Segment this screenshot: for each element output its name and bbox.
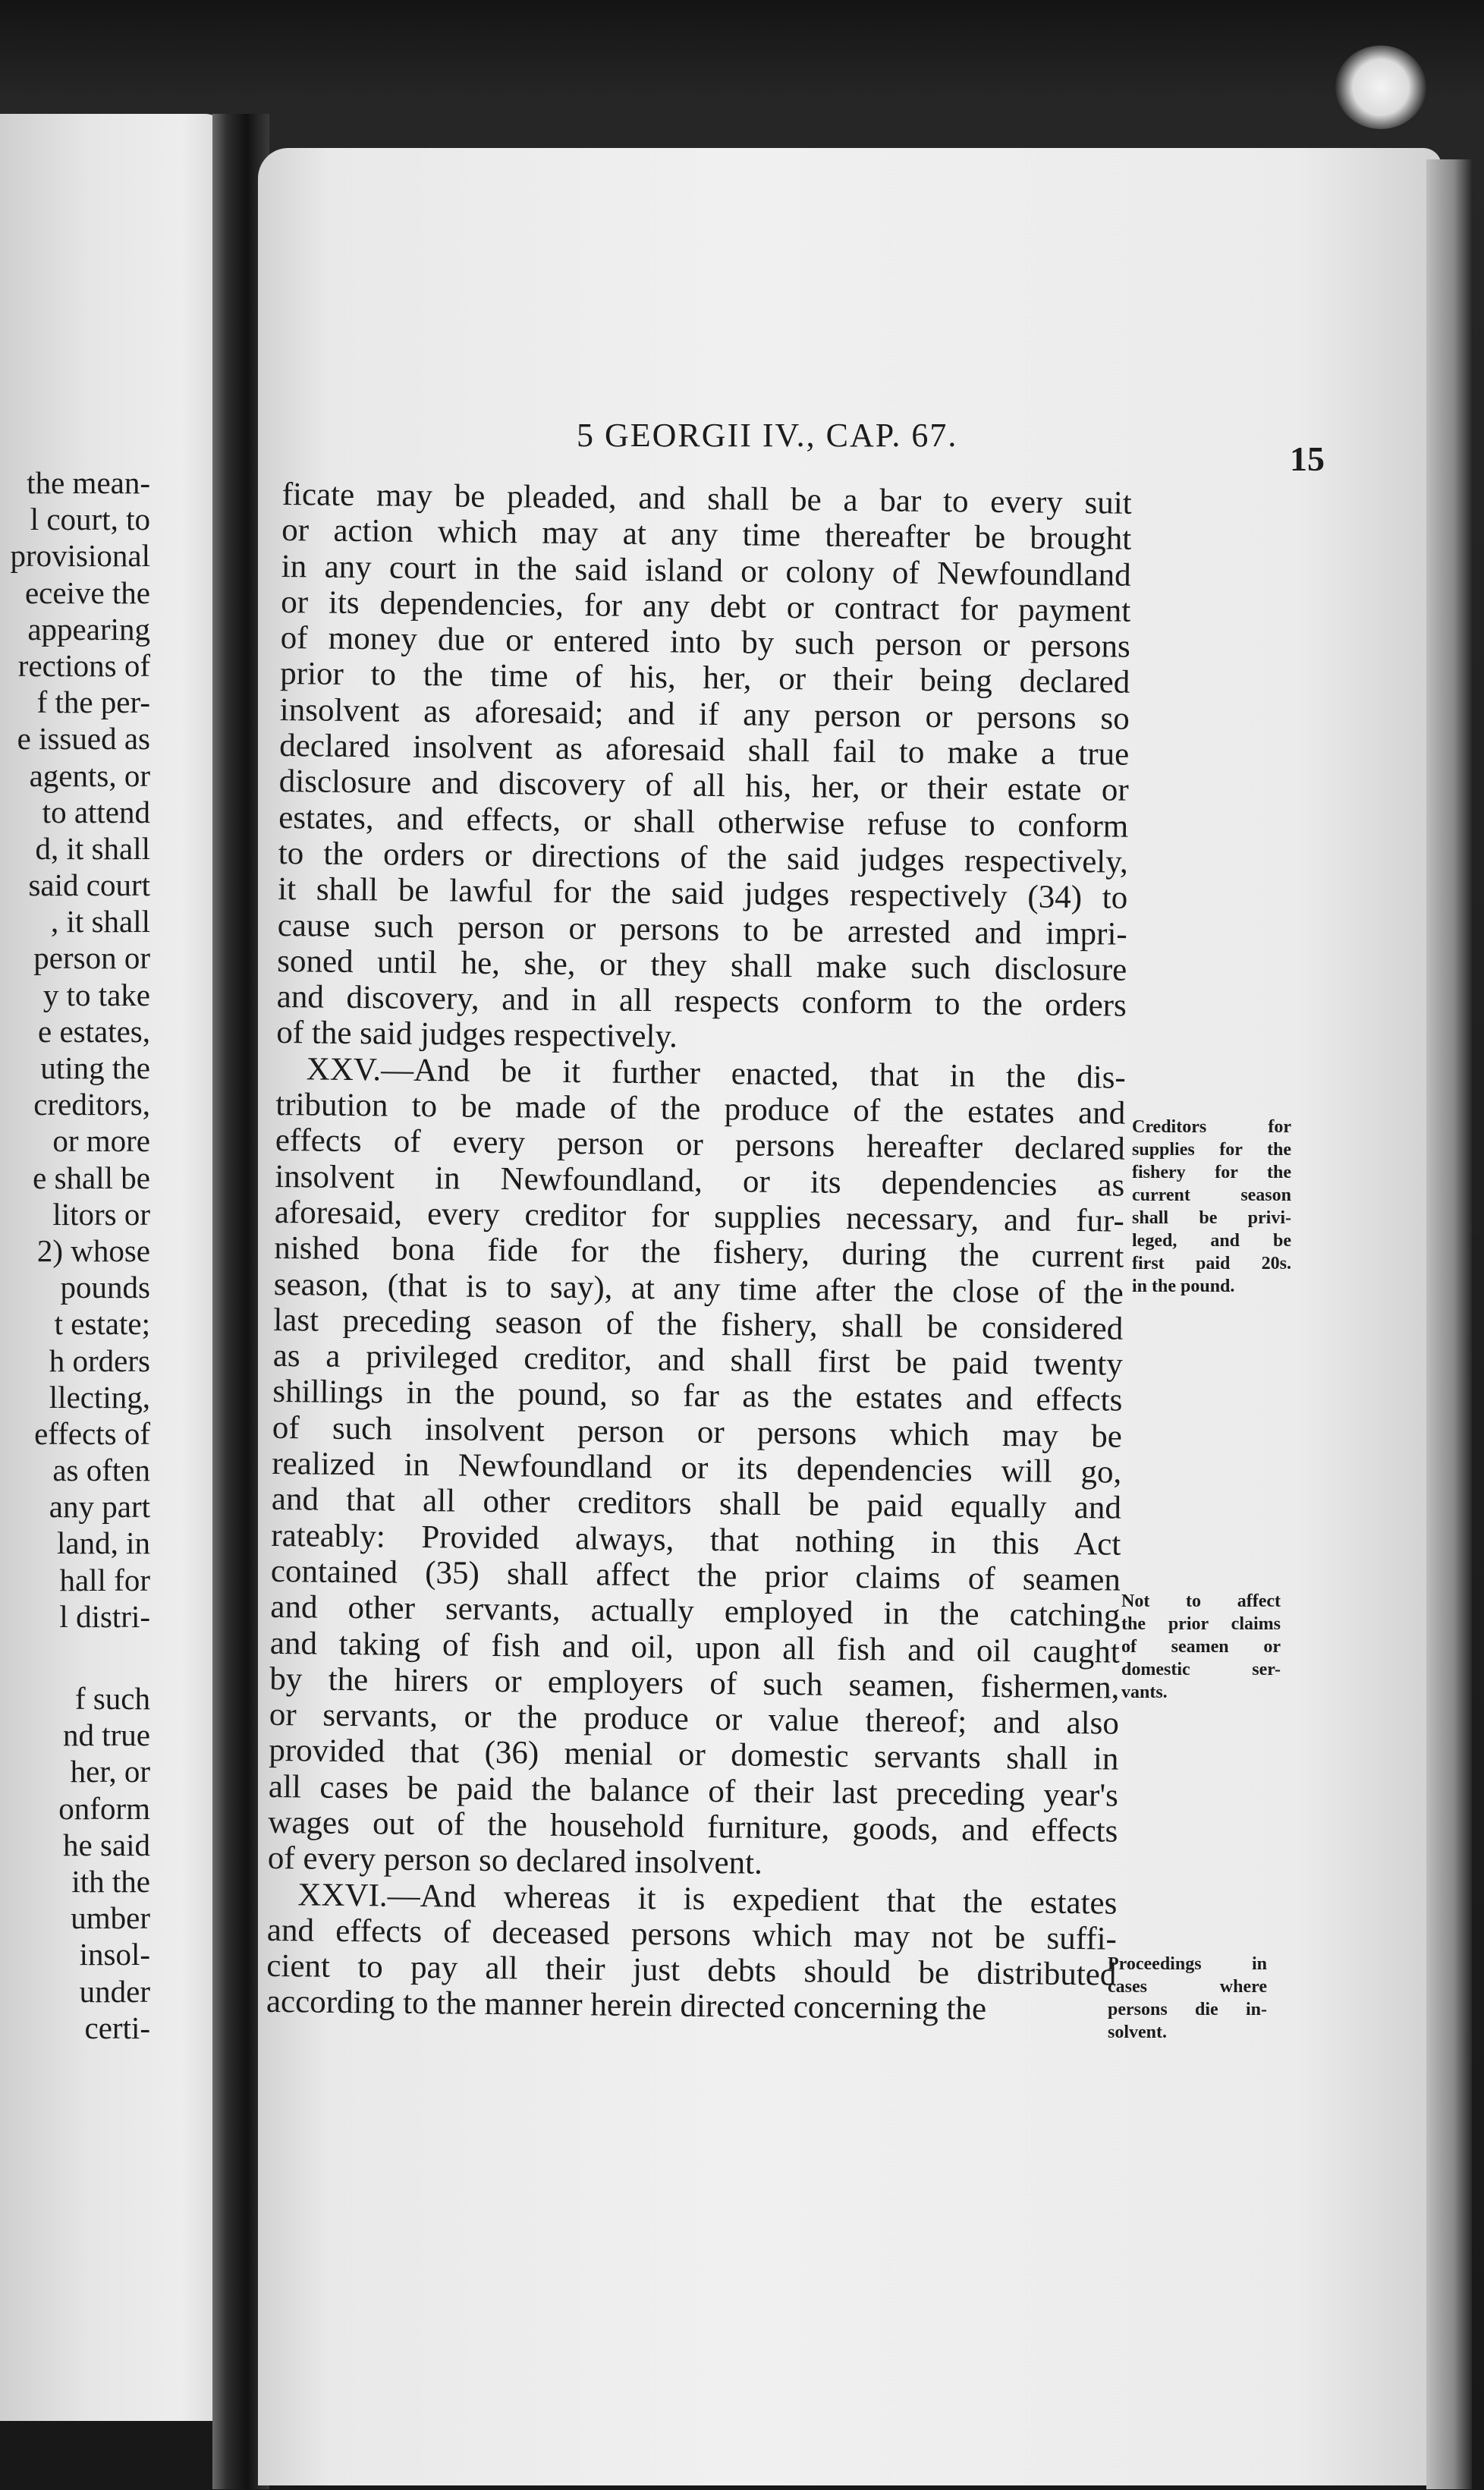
left-page-line: hall for — [59, 1562, 150, 1598]
body-line: according to the manner herein directed concerning the — [266, 1984, 987, 2028]
margin-note-line: vants. — [1121, 1683, 1168, 1702]
body-line: declared insolvent as aforesaid shall fail to make a true — [279, 728, 1130, 773]
body-line: insolvent as aforesaid; and if any person or persons so — [279, 691, 1130, 737]
margin-note-seamen — [1121, 1590, 1281, 1704]
left-page-line: insol- — [79, 1937, 150, 1972]
margin-note-line: supplies for the — [1132, 1140, 1291, 1160]
body-line: aforesaid, every creditor for supplies necessary, and fur- — [274, 1194, 1125, 1239]
scan-blot — [1335, 46, 1426, 129]
left-page-line: any part — [49, 1489, 150, 1525]
left-page-line: l court, to — [30, 502, 150, 537]
margin-note-line: leged, and be — [1132, 1231, 1291, 1251]
body-line: to the orders or directions of the said judges respectively, — [278, 835, 1128, 880]
margin-note-proceedings — [1108, 1953, 1267, 2044]
left-page-line: nd true — [63, 1717, 150, 1753]
body-line: it shall be lawful for the said judges respectively (34) to — [278, 871, 1128, 916]
left-page-line: person or — [33, 940, 150, 976]
margin-note-line: persons die in- — [1108, 2000, 1267, 2019]
body-line: or servants, or the produce or value thereof; and also — [269, 1697, 1120, 1742]
left-page-line: said court — [28, 867, 150, 903]
body-line: cient to pay all their just debts should be distributed — [266, 1948, 1117, 1993]
left-page-line: agents, or — [29, 757, 150, 793]
left-page-line: her, or — [70, 1754, 150, 1790]
left-page-line: y to take — [42, 977, 150, 1012]
body-line: insolvent in Newfoundland, or its dependencies as — [275, 1158, 1125, 1204]
left-page-line: to attend — [42, 794, 150, 829]
page-edge-shadow — [1426, 159, 1472, 2489]
body-line: XXVI.—And whereas it is expedient that the estates — [297, 1876, 1118, 1922]
left-page-line: onform — [58, 1790, 150, 1826]
margin-note-line: domestic ser- — [1121, 1660, 1281, 1679]
margin-note-line: the prior claims — [1121, 1614, 1281, 1634]
left-page-line — [0, 1635, 228, 1680]
left-page-line: h orders — [49, 1343, 150, 1378]
body-line: or its dependencies, for any debt or contract for payment — [281, 584, 1131, 629]
body-line: season, (that is to say), at any time after the close of the — [273, 1266, 1124, 1311]
body-line: and that all other creditors shall be paid equally and — [271, 1481, 1122, 1526]
left-page-line: , it shall — [51, 904, 150, 940]
left-page-line: eceive the — [24, 574, 150, 610]
body-line: and other servants, actually employed in the catching — [270, 1589, 1121, 1634]
left-page-line: pounds — [60, 1270, 150, 1305]
body-line: rateably: Provided always, that nothing in this Act — [271, 1517, 1121, 1563]
body-line: in any court in the said island or colony of Newfoundland — [281, 548, 1131, 593]
left-page-line: uting the — [40, 1050, 150, 1085]
left-page-line: 2) whose — [36, 1232, 150, 1268]
body-line: contained (35) shall affect the prior claims of seamen — [270, 1553, 1121, 1598]
body-line: prior to the time of his, her, or their being declared — [280, 656, 1130, 701]
left-page-line: provisional — [10, 538, 150, 574]
left-page-line: or more — [52, 1123, 150, 1159]
margin-note-creditors — [1132, 1116, 1291, 1298]
left-facing-page — [0, 114, 228, 2421]
margin-note-line: Not to affect — [1121, 1591, 1281, 1611]
left-page-line: litors or — [52, 1196, 150, 1232]
page-number: 15 — [1290, 439, 1325, 478]
left-page-text — [0, 464, 228, 2046]
left-page-line: land, in — [57, 1525, 150, 1561]
left-page-line: appearing — [27, 611, 150, 647]
body-line: last preceding season of the fishery, shall be considered — [273, 1302, 1124, 1347]
body-line: and taking of fish and oil, upon all fish and oil caught — [269, 1625, 1121, 1670]
body-line: or action which may at any time thereafter be brought — [281, 512, 1132, 558]
left-page-line: e shall be — [33, 1160, 150, 1195]
left-page-line: he said — [63, 1827, 150, 1862]
body-line: and effects of deceased persons which may not be suffi- — [266, 1912, 1118, 1957]
body-line: by the hirers or employers of such seamen, fishermen, — [269, 1661, 1120, 1706]
body-text — [266, 477, 1132, 2029]
margin-note-line: first paid 20s. — [1132, 1254, 1291, 1273]
body-line: ficate may be pleaded, and shall be a bar to every suit — [281, 477, 1132, 521]
left-page-line: e issued as — [17, 721, 150, 757]
left-page-line: as often — [52, 1453, 150, 1488]
left-page-line: e estates, — [38, 1013, 150, 1049]
left-page-line: l distri- — [59, 1598, 150, 1634]
body-line: realized in Newfoundland or its dependencies will go, — [272, 1445, 1122, 1491]
body-line: of every person so declared insolvent. — [267, 1840, 763, 1882]
margin-note-line: Creditors for — [1132, 1117, 1291, 1137]
left-page-line: creditors, — [33, 1087, 150, 1122]
body-line: effects of every person or persons hereafter declared — [275, 1122, 1126, 1168]
body-line: disclosure and discovery of all his, her, or their estate or — [278, 763, 1129, 809]
margin-note-line: fishery for the — [1132, 1163, 1291, 1182]
body-line: XXV.—And be it further enacted, that in the dis- — [306, 1051, 1127, 1096]
left-page-line: d, it shall — [35, 830, 150, 866]
body-line: and discovery, and in all respects conform to the orders — [276, 979, 1127, 1024]
body-line: all cases be paid the balance of their last preceding year's — [268, 1768, 1119, 1814]
margin-note-line: current season — [1132, 1185, 1291, 1205]
margin-note-line: in the pound. — [1132, 1276, 1235, 1296]
left-page-line: under — [79, 1973, 150, 2009]
margin-note-line: of seamen or — [1121, 1637, 1281, 1657]
body-line: as a privileged creditor, and shall first be paid twenty — [272, 1338, 1124, 1383]
running-head: 5 GEORGII IV., CAP. 67. — [577, 417, 958, 454]
left-page-line: t estate; — [54, 1306, 150, 1342]
left-page-line: the mean- — [27, 465, 150, 500]
body-line: shillings in the pound, so far as the estates and effects — [272, 1374, 1123, 1419]
body-line: cause such person or persons to be arrested and impri- — [277, 907, 1127, 952]
left-page-line: rections of — [17, 647, 150, 683]
body-line: nished bona fide for the fishery, during the current — [274, 1230, 1124, 1275]
left-page-line: ith the — [71, 1863, 150, 1899]
left-page-line: f the per- — [36, 685, 150, 720]
left-page-line: umber — [71, 1900, 150, 1936]
margin-note-line: cases where — [1108, 1977, 1267, 1997]
body-line: provided that (36) menial or domestic servants shall in — [269, 1733, 1119, 1778]
body-line: estates, and effects, or shall otherwise refuse to conform — [278, 799, 1129, 845]
body-line: of money due or entered into by such person or persons — [280, 620, 1130, 665]
left-page-line: f such — [74, 1681, 150, 1716]
body-line: of the said judges respectively. — [276, 1015, 678, 1055]
left-page-line: llecting, — [49, 1379, 150, 1415]
left-page-line: certi- — [84, 2010, 150, 2045]
body-line: tribution to be made of the produce of the estates and — [275, 1087, 1126, 1132]
margin-note-line: shall be privi- — [1132, 1208, 1291, 1228]
body-line: wages out of the household furniture, goods, and effects — [268, 1804, 1118, 1849]
margin-note-line: solvent. — [1108, 2023, 1167, 2042]
body-line: of such insolvent person or persons which may be — [272, 1409, 1123, 1455]
margin-note-line: Proceedings in — [1108, 1954, 1267, 1974]
body-line: soned until he, she, or they shall make such disclosure — [277, 943, 1127, 988]
left-page-line: effects of — [34, 1415, 150, 1451]
